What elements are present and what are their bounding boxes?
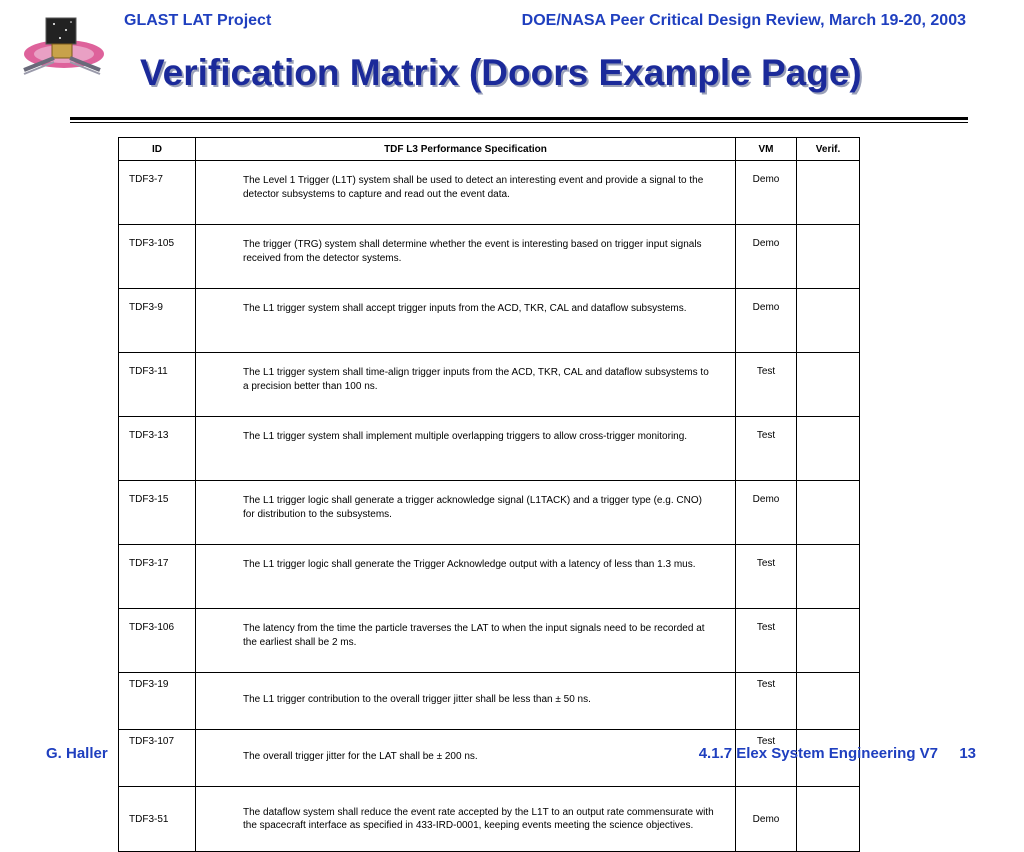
table-row [119, 787, 860, 852]
project-name: GLAST LAT Project [124, 12, 272, 29]
row-spec: The L1 trigger system shall accept trigger inputs from the ACD, TKR, CAL and dataflow subsystems. [196, 289, 736, 353]
table-row [119, 545, 860, 609]
row-verif [797, 787, 860, 852]
row-vm: Test [736, 730, 797, 787]
row-id: TDF3-105 [119, 225, 196, 289]
review-event: DOE/NASA Peer Critical Design Review, March 19-20, 2003 [521, 12, 966, 29]
page-number: 13 [959, 745, 976, 762]
row-verif [797, 417, 860, 481]
row-verif [797, 609, 860, 673]
table-header-row [119, 138, 860, 161]
row-id: TDF3-9 [119, 289, 196, 353]
table-row [119, 353, 860, 417]
row-vm: Test [736, 673, 797, 730]
glast-satellite-logo-icon [14, 14, 110, 86]
table-row [119, 225, 860, 289]
row-verif [797, 545, 860, 609]
row-spec: The latency from the time the particle traverses the LAT to when the input signals need to be recorded at the earliest shall be 2 ms. [196, 609, 736, 673]
row-vm: Test [736, 417, 797, 481]
row-verif [797, 673, 860, 730]
row-spec: The L1 trigger logic shall generate a trigger acknowledge signal (L1TACK) and a trigger type (e.g. CNO) for distribution to the subsystems. [196, 481, 736, 545]
row-vm: Demo [736, 289, 797, 353]
table-row [119, 673, 860, 730]
row-verif [797, 225, 860, 289]
row-vm: Demo [736, 481, 797, 545]
row-verif [797, 289, 860, 353]
row-spec: The L1 trigger contribution to the overall trigger jitter shall be less than ± 50 ns. [196, 673, 736, 730]
row-vm: Test [736, 545, 797, 609]
title-divider-thin [70, 122, 968, 123]
row-spec: The overall trigger jitter for the LAT shall be ± 200 ns. [196, 730, 736, 787]
row-verif [797, 161, 860, 225]
row-vm: Test [736, 353, 797, 417]
row-verif [797, 481, 860, 545]
table-row [119, 481, 860, 545]
row-id: TDF3-51 [119, 787, 196, 852]
row-vm: Demo [736, 225, 797, 289]
row-vm: Test [736, 609, 797, 673]
table-row [119, 609, 860, 673]
row-id: TDF3-13 [119, 417, 196, 481]
row-id: TDF3-107 [119, 730, 196, 787]
title-divider-thick [70, 117, 968, 120]
footer-document: 4.1.7 Elex System Engineering V7 [698, 745, 938, 762]
row-verif [797, 353, 860, 417]
row-id: TDF3-15 [119, 481, 196, 545]
page-title: Verification Matrix (Doors Example Page) [140, 52, 862, 93]
row-spec: The L1 trigger logic shall generate the Trigger Acknowledge output with a latency of less than 1.3 mus. [196, 545, 736, 609]
table-row [119, 161, 860, 225]
row-spec: The dataflow system shall reduce the event rate accepted by the L1T to an output rate commensurate with the spacecraft interface as specified in 433-IRD-0001, keeping events meeting the science objectives. [196, 787, 736, 852]
table-row [119, 417, 860, 481]
row-id: TDF3-11 [119, 353, 196, 417]
row-spec: The L1 trigger system shall implement multiple overlapping triggers to allow cross-trigger monitoring. [196, 417, 736, 481]
column-header-spec: TDF L3 Performance Specification [196, 138, 736, 161]
row-id: TDF3-7 [119, 161, 196, 225]
row-id: TDF3-19 [119, 673, 196, 730]
row-spec: The L1 trigger system shall time-align trigger inputs from the ACD, TKR, CAL and dataflow subsystems to a precision better than 100 ns. [196, 353, 736, 417]
row-spec: The Level 1 Trigger (L1T) system shall be used to detect an interesting event and provide a signal to the detector subsystems to capture and read out the event data. [196, 161, 736, 225]
row-id: TDF3-106 [119, 609, 196, 673]
row-vm: Demo [736, 787, 797, 852]
row-vm: Demo [736, 161, 797, 225]
row-spec: The trigger (TRG) system shall determine whether the event is interesting based on trigger input signals received from the detector systems. [196, 225, 736, 289]
column-header-verif: Verif. [797, 138, 860, 161]
row-id: TDF3-17 [119, 545, 196, 609]
footer-author: G. Haller [46, 745, 108, 762]
table-row [119, 289, 860, 353]
column-header-id: ID [119, 138, 196, 161]
column-header-vm: VM [736, 138, 797, 161]
